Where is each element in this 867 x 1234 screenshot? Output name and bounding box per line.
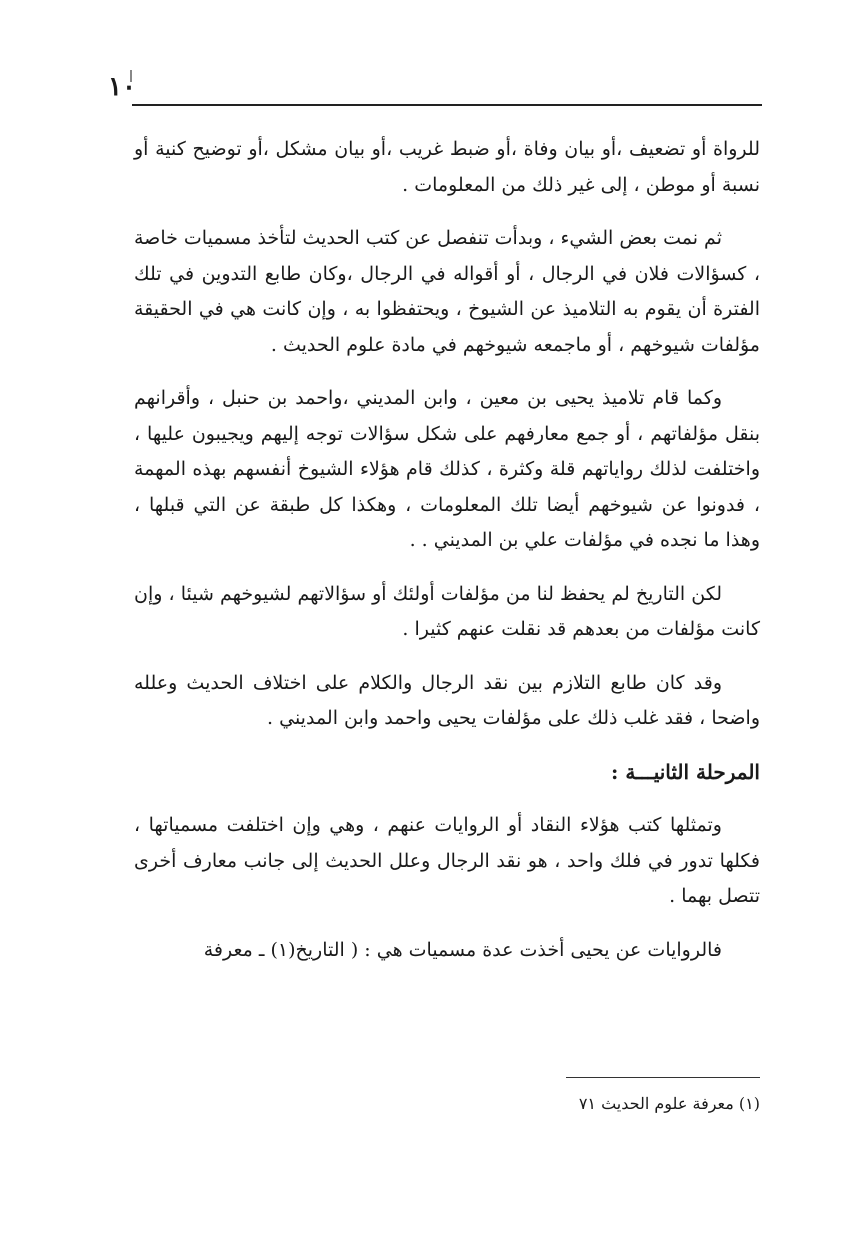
paragraph-3: وكما قام تلاميذ يحيى بن معين ، وابن المديني ،واحمد بن حنبل ، وأقرانهم بنقل مؤلفاتهم ، أو جمع معارفهم على شكل سؤالات توجه إليهم ويجيبون عليها ، واختلفت لذلك رواياتهم قلة وكثرة ، كذلك قام هؤلاء الشيوخ أنفسهم بهذه المهمة ، فدونوا عن شيوخهم أيضا تلك المعلومات ، وهكذا كل طبقة عن التي قبلها ، وهذا ما نجده في مؤلفات علي بن المديني . . bbox=[134, 387, 760, 551]
paragraph-5: وقد كان طابع التلازم بين نقد الرجال والكلام على اختلاف الحديث وعلله واضحا ، فقد غلب ذلك على مؤلفات يحيى واحمد وابن المديني . bbox=[134, 671, 760, 729]
footnote: (١) معرفة علوم الحديث ٧١ bbox=[578, 1094, 760, 1113]
body-text bbox=[134, 132, 760, 986]
paragraph-6: وتمثلها كتب هؤلاء النقاد أو الروايات عنهم ، وهي وإن اختلفت مسمياتها ، فكلها تدور في فلك واحد ، هو نقد الرجال وعلل الحديث إلى جانب معارف أخرى تتصل بهما . bbox=[134, 814, 760, 907]
paragraph-7: فالروايات عن يحيى أخذت عدة مسميات هي : ( التاريخ(١) ـ معرفة bbox=[203, 938, 722, 961]
paragraph-2: ثم نمت بعض الشيء ، وبدأت تنفصل عن كتب الحديث لتأخذ مسميات خاصة ، كسؤالات فلان في الرجال ، أو أقواله في الرجال ،وكان طابع التدوين في تلك الفترة أن يقوم به التلاميذ عن الشيوخ ، ويحتفظوا به ، وإن كانت هي في الحقيقة مؤلفات شيوخهم ، أو ماجمعه شيوخهم في مادة علوم الحديث . bbox=[134, 227, 760, 356]
paragraph-1: للرواة أو تضعيف ،أو بيان وفاة ،أو ضبط غريب ،أو بيان مشكل ،أو توضيح كنية أو نسبة أو موطن ، إلى غير ذلك من المعلومات . bbox=[134, 138, 760, 196]
paragraph-4: لكن التاريخ لم يحفظ لنا من مؤلفات أولئك أو سؤالاتهم لشيوخهم شيئا ، وإن كانت مؤلفات من بعدهم قد نقلت عنهم كثيرا . bbox=[134, 582, 760, 640]
footnote-rule bbox=[566, 1077, 760, 1078]
page-number: ١٠ bbox=[108, 72, 136, 102]
section-title: المرحلة الثانيـــة : bbox=[611, 759, 760, 784]
header-rule bbox=[132, 104, 762, 106]
